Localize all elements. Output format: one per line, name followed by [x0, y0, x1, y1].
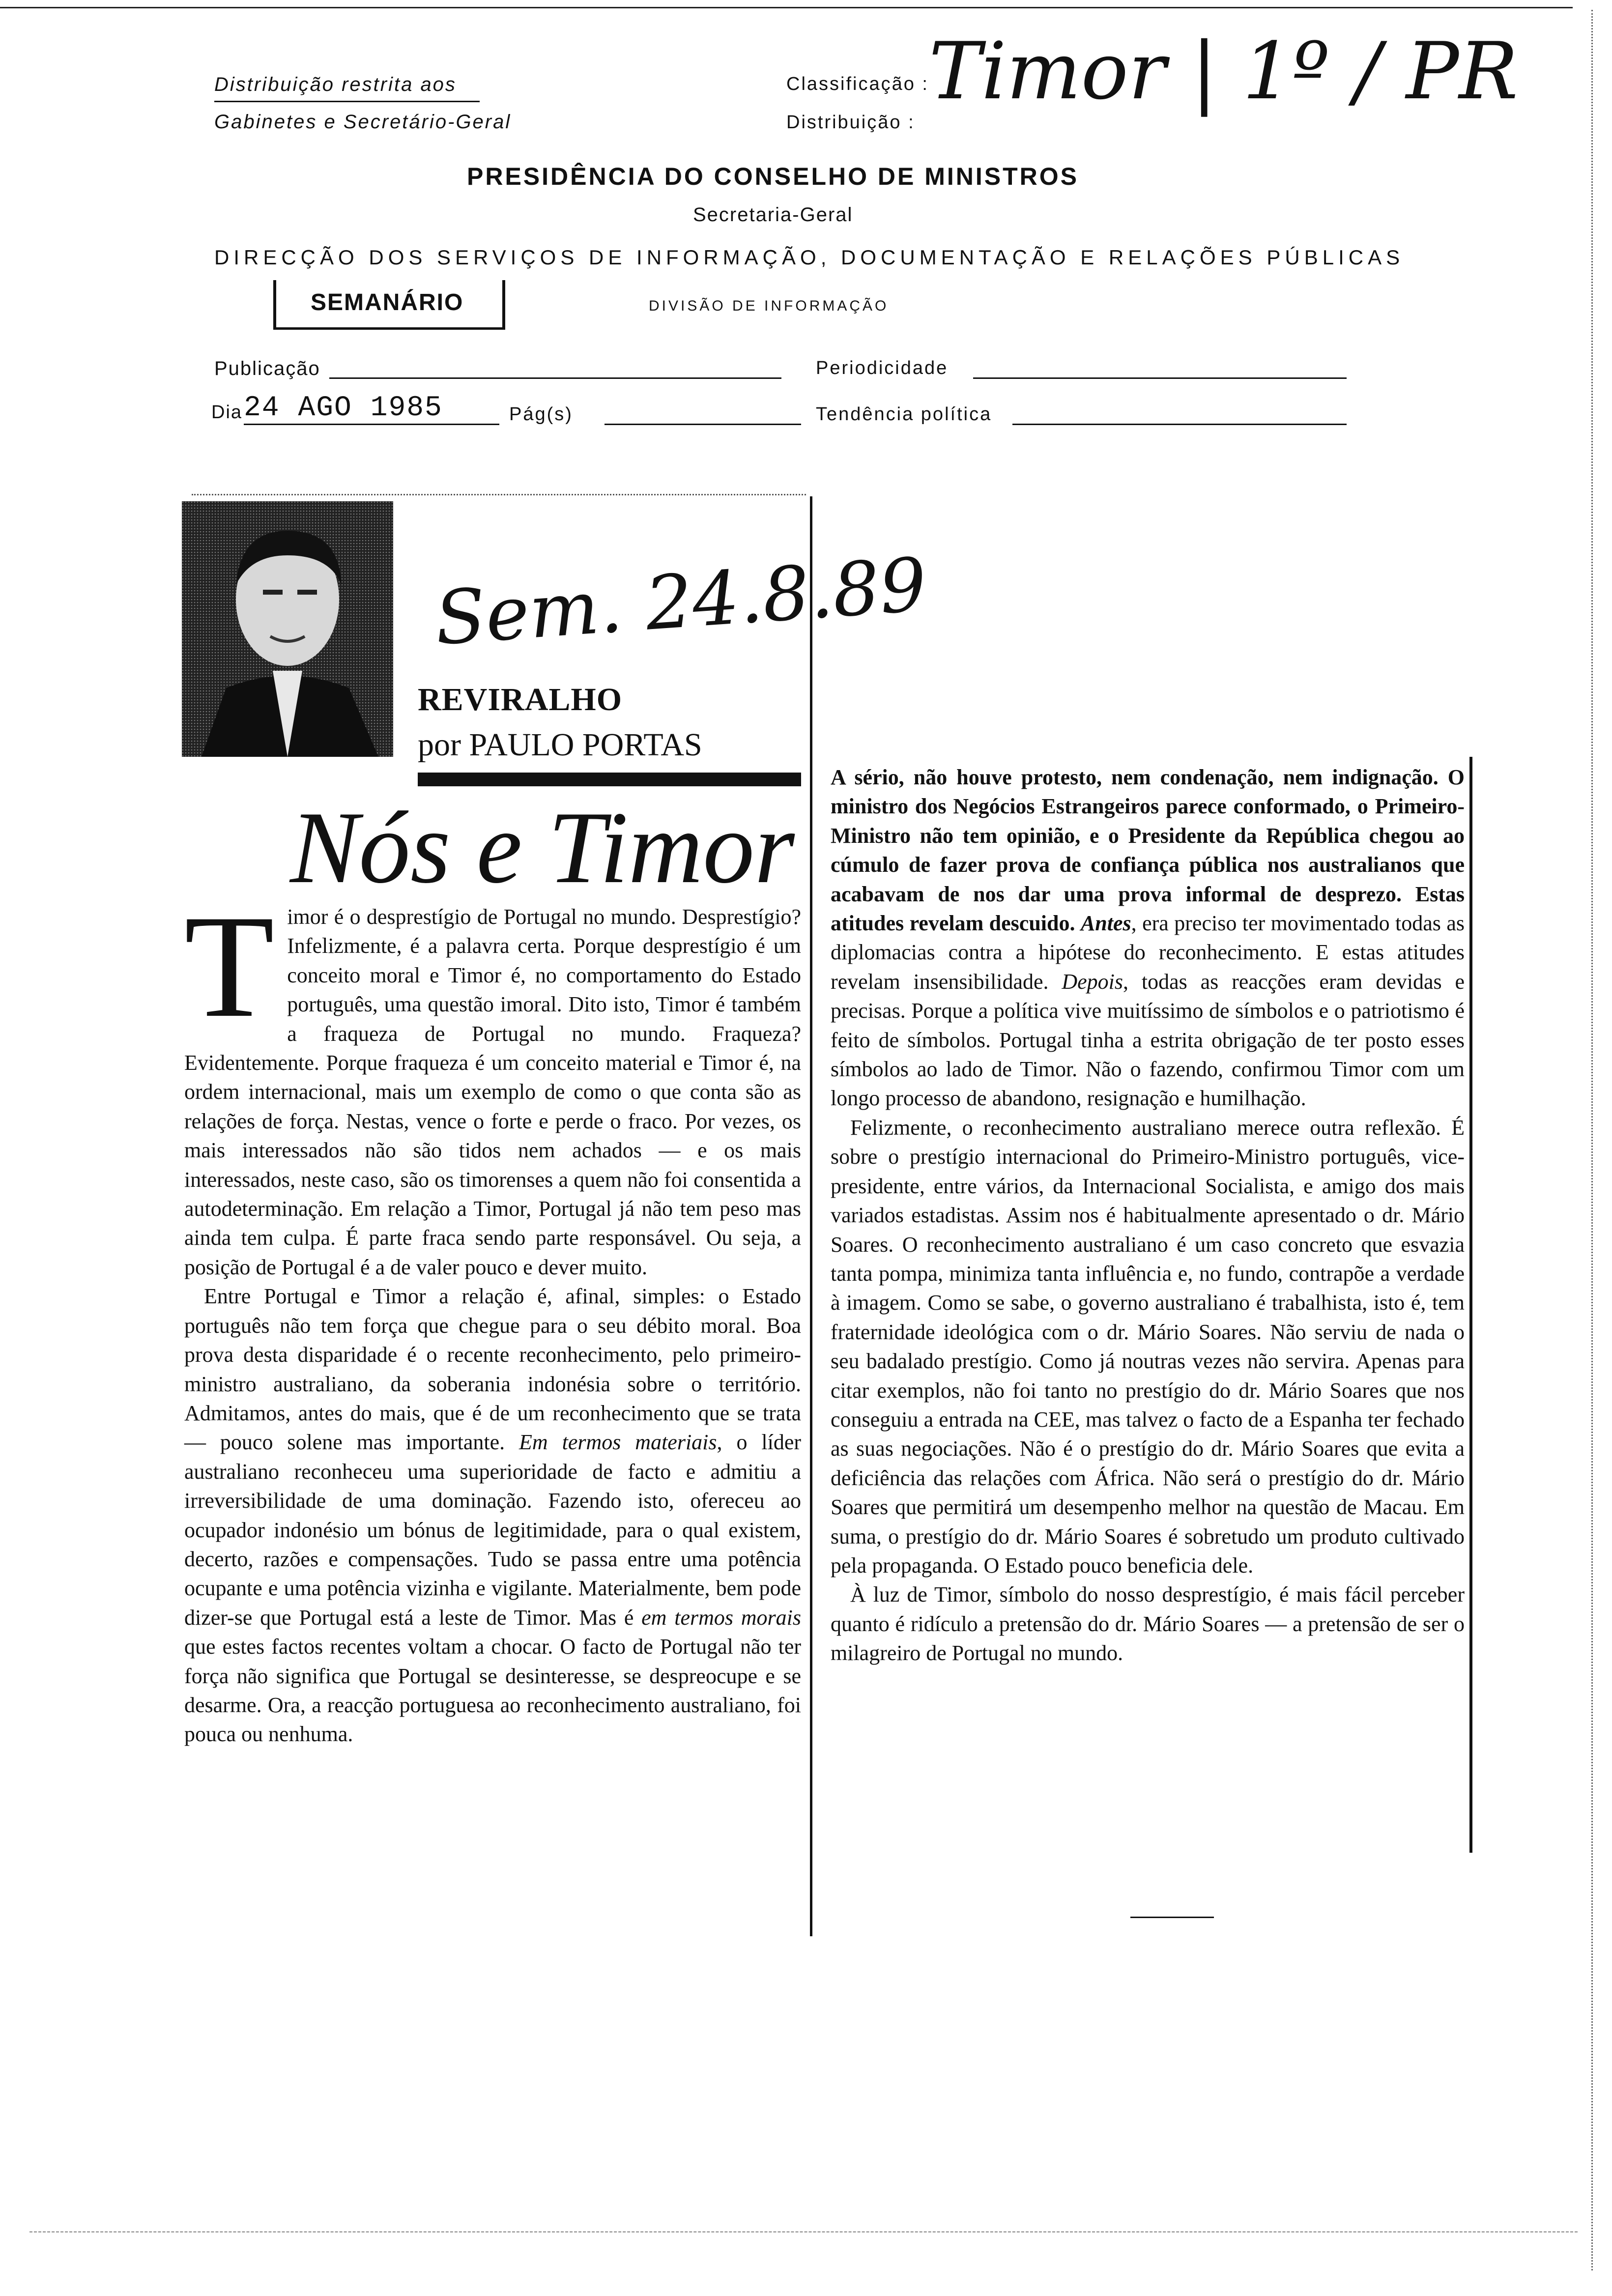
article-emphasis: Depois [1062, 969, 1123, 994]
article-dropcap: T [184, 885, 275, 1048]
article-paragraph: imor é o desprestígio de Portugal no mundo. Desprestígio? Infelizmente, é a palavra certa. Porque desprestígio é um conceito moral e Timor é, no comportamento do Estado português, uma questão imoral. Dito isto, Timor é também a fraqueza de Portugal no mundo. Fraqueza? Evidentemente. Porque fraqueza é um conceito material e Timor é, na ordem internacional, mais um exemplo de como o que conta são as relações de força. Nestas, vence o forte e perde o fraco. Por vezes, os mais interessados não são tidos nem achados — e os mais interessados, neste caso, são os timorenses a quem não foi consentida a autodeterminação. Em relação a Timor, Portugal já não tem peso mas ainda tem culpa. É parte fraca sendo parte responsável. Ou seja, a posição de Portugal é a de valer pouco e dever muito. [184, 905, 801, 1279]
publication-label: Publicação [214, 358, 320, 379]
directorate-title: DIRECÇÃO DOS SERVIÇOS DE INFORMAÇÃO, DOCUMENTAÇÃO E RELAÇÕES PÚBLICAS [214, 246, 1405, 269]
distribution-note-line1: Distribuição restrita aos [214, 74, 457, 95]
pages-label: Pág(s) [509, 404, 573, 425]
article-text-run: que estes factos recentes voltam a chocar. O facto de Portugal não ter força não significa que Portugal se desinteresse, se despreocupe e se desarme. Ora, a reacção portuguesa ao reconhecimento australiano, foi pouca ou nenhuma. [184, 1635, 801, 1747]
day-value-stamp: 24 AGO 1985 [244, 392, 443, 424]
article-end-rule [1130, 1917, 1214, 1918]
pages-field-line [604, 424, 801, 425]
ministry-title: PRESIDÊNCIA DO CONSELHO DE MINISTROS [467, 163, 1079, 190]
author-portrait-svg [182, 501, 393, 757]
classification-label: Classificação : [786, 74, 929, 94]
byline-rule [418, 773, 801, 786]
publication-field-line [329, 377, 781, 379]
column-name: REVIRALHO [418, 682, 623, 718]
article-title: Nós e Timor [290, 791, 795, 905]
page-top-rule [0, 7, 1573, 8]
right-margin-dotted-edge [1591, 10, 1593, 2270]
article-emphasis: Em termos materiais [519, 1430, 717, 1455]
day-label: Dia [211, 402, 243, 423]
periodicity-label: Periodicidade [816, 358, 949, 378]
article-text-run: A sério, não houve protesto, nem condenação, nem indignação. O ministro dos Negócios Estrangeiros parece conformado, o Primeiro-Ministro não tem opinião, e o Presidente da República chegou ao cúmulo de fazer prova de confiança pública nos australianos que acabavam de nos dar uma prova informal de desprezo. Estas atitudes revelam descuido. [831, 765, 1465, 936]
article-paragraph: Felizmente, o reconhecimento australiano merece outra reflexão. É sobre o prestígio internacional do Primeiro-Ministro português, vice-presidente, entre vários, da Internacional Socialista, e amigo dos mais variados estadistas. Assim nos é habitualmente apresentado o dr. Mário Soares. O reconhecimento australiano é um caso concreto que esvazia tanta pompa, minimiza tanta influência e, no fundo, contrapõe a verdade à imagem. Como se sabe, o governo australiano é trabalhista, isto é, tem fraternidade ideológica com o dr. Mário Soares. Não serviu de nada o seu badalado prestígio. Como já noutras vezes não servira. Apenas para citar exemplos, não foi tanto no prestígio do dr. Mário Soares que nos conseguiu a entrada na CEE, mas talvez o facto de a Espanha ter fechado as suas negociações. Não é o prestígio do dr. Mário Soares que evita a deficiência das relações com África. Não será o prestígio do dr. Mário Soares que permitirá um desempenho melhor na questão de Macau. Em suma, o prestígio do dr. Mário Soares é sobretudo um produto cultivado pela propaganda. O Estado pouco beneficia dele. [831, 1115, 1465, 1578]
distribution-label: Distribuição : [786, 112, 915, 133]
article-text-run: , era preciso ter movimentado todas as diplomacias contra a hipótese do reconhecimento. E estas atitudes revelam insensibilidade. [831, 911, 1465, 994]
article-text-run: , todas as reacções eram devidas e precisas. Porque a política vive muitíssimo de símbolos e o patriotismo é feito de símbolos. Portugal tinha a estrita obrigação de ter posto esses símbolos ao lado de Timor. Não o fazendo, confirmou Timor com um longo processo de abandono, resignação e humilhação. [831, 969, 1465, 1111]
handwritten-date-note: Sem. 24.8.89 [432, 542, 929, 662]
political-tendency-label: Tendência política [816, 404, 992, 425]
periodicity-field-line [973, 377, 1347, 379]
article-paragraph: À luz de Timor, símbolo do nosso desprestígio, é mais fácil perceber quanto é ridículo a pretensão do dr. Mário Soares — a pretensão de ser o milagreiro de Portugal no mundo. [831, 1582, 1465, 1665]
article-paragraph [831, 763, 1465, 1113]
distribution-note-line2: Gabinetes e Secretário-Geral [214, 111, 512, 133]
secretariat-title: Secretaria-Geral [693, 204, 853, 226]
author-portrait [182, 501, 393, 757]
distribution-underline [214, 101, 480, 102]
article-paragraph [184, 1282, 801, 1749]
article-emphasis: Antes [1080, 911, 1131, 936]
political-tendency-field-line [1012, 424, 1347, 425]
bottom-dotted-edge [29, 2231, 1578, 2233]
article-emphasis: em termos morais [641, 1605, 801, 1630]
publication-stamp: SEMANÁRIO [311, 289, 464, 316]
article-text-run: , o líder australiano reconheceu uma superioridade de facto e admitiu a irreversibilidade de uma dominação. Fazendo isto, ofereceu ao ocupador indonésio um bónus de legitimidade, para o qual existem, decerto, razões e compensações. Tudo se passa entre uma potência ocupante e uma potência vizinha e vigilante. Materialmente, bem pode dizer-se que Portugal está a leste de Timor. Mas é [184, 1430, 802, 1630]
division-title: DIVISÃO DE INFORMAÇÃO [649, 298, 889, 314]
left-column-rule [810, 496, 812, 1936]
article-column-right [831, 763, 1465, 1668]
handwritten-classification: Timor | 1º / PR [929, 25, 1518, 117]
day-field-line [244, 424, 499, 425]
byline: por PAULO PORTAS [418, 727, 702, 763]
article-text-run: Entre Portugal e Timor a relação é, afinal, simples: o Estado português não tem força que chegue para o seu débito moral. Boa prova desta disparidade é o recente reconhecimento, pelo primeiro-ministro australiano, da soberania indonésia sobre o território. Admitamos, antes do mais, que é de um reconhecimento que se trata — pouco solene mas importante. [184, 1284, 801, 1455]
article-column-left [184, 885, 802, 1749]
right-column-rule [1469, 757, 1472, 1853]
publication-stamp-box [273, 280, 505, 330]
clipping-top-dotted-rule [192, 494, 806, 495]
